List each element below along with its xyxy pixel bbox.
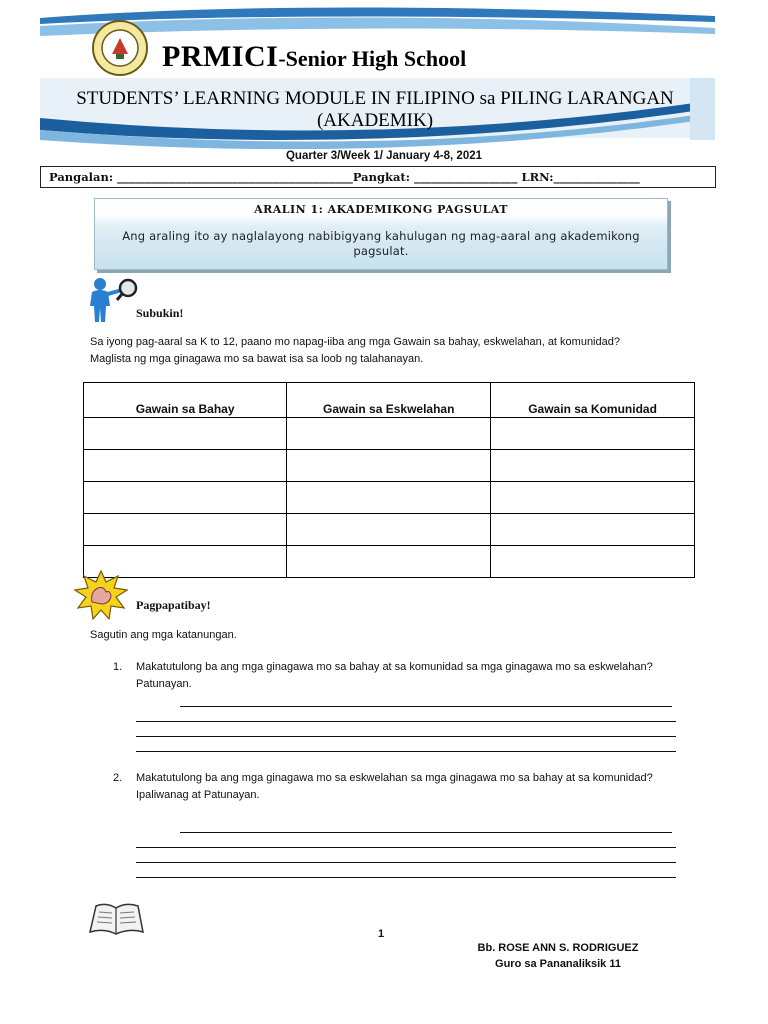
table-cell[interactable] [491, 418, 695, 450]
school-name: PRMICI [162, 40, 279, 73]
table-cell[interactable] [287, 482, 491, 514]
table-cell[interactable] [491, 450, 695, 482]
lesson-banner [94, 198, 668, 270]
header-gawain-eskwelahan: Gawain sa Eskwelahan [287, 383, 491, 418]
table-cell[interactable] [491, 482, 695, 514]
pagpapatibay-heading: Pagpapatibay! [136, 598, 211, 612]
answer-line[interactable] [180, 706, 672, 707]
student-info-box: Pangalan: _________________________________________Pangkat: __________________ LRN:_______________ [40, 166, 716, 188]
answer-line[interactable] [136, 847, 676, 848]
activity-table [83, 382, 695, 578]
school-suffix: -Senior High School [278, 46, 467, 71]
lesson-description: Ang araling ito ay naglalayong nabibigyang kahulugan ng mag-aaral ang akademikong pagsulat. [122, 229, 640, 258]
table-cell[interactable] [491, 514, 695, 546]
answer-line[interactable] [136, 862, 676, 863]
table-row [84, 450, 695, 482]
table-row [84, 482, 695, 514]
answer-line[interactable] [136, 721, 676, 722]
table-cell[interactable] [287, 546, 491, 578]
table-cell[interactable] [84, 418, 287, 450]
table-cell[interactable] [84, 514, 287, 546]
question-1-number: 1. [113, 661, 123, 673]
quarter-date-line: Quarter 3/Week 1/ January 4-8, 2021 [285, 150, 483, 162]
table-header-row [84, 383, 695, 418]
header-gawain-komunidad: Gawain sa Komunidad [491, 383, 695, 418]
open-book-icon [86, 900, 146, 940]
teacher-role: Guro sa Pananaliksik 11 [495, 958, 621, 970]
table-row [84, 418, 695, 450]
question-2-text: Makatutulong ba ang mga ginagawa mo sa eskwelahan sa mga ginagawa mo sa bahay at sa komunidad? Ipaliwanag at Patunayan. [136, 772, 653, 801]
lesson-title: ARALIN 1: AKADEMIKONG PAGSULAT [254, 203, 508, 216]
table-cell[interactable] [287, 514, 491, 546]
page-number: 1 [378, 928, 385, 940]
question-2-number: 2. [113, 772, 123, 784]
pagpapatibay-instruction: Sagutin ang mga katanungan. [90, 629, 237, 641]
table-cell[interactable] [287, 450, 491, 482]
teacher-name: Bb. ROSE ANN S. RODRIGUEZ [477, 942, 639, 954]
module-title: STUDENTS’ LEARNING MODULE IN FILIPINO sa PILING LARANGAN (AKADEMIK) [76, 88, 674, 131]
answer-line[interactable] [180, 832, 672, 833]
table-cell[interactable] [84, 450, 287, 482]
answer-line[interactable] [136, 751, 676, 752]
answer-line[interactable] [136, 736, 676, 737]
table-cell[interactable] [287, 418, 491, 450]
school-title [162, 40, 466, 74]
table-cell[interactable] [491, 546, 695, 578]
answer-line[interactable] [136, 877, 676, 878]
magnifier-person-icon [82, 276, 142, 324]
school-seal-logo [92, 20, 148, 76]
table-row [84, 546, 695, 578]
subukin-heading: Subukin! [136, 306, 184, 320]
subukin-instructions: Sa iyong pag-aaral sa K to 12, paano mo napag-iiba ang mga Gawain sa bahay, eskwelahan, at komunidad? Maglista ng mga ginagawa mo sa bawat isa sa loob ng talahanayan. [90, 336, 620, 365]
table-cell[interactable] [84, 482, 287, 514]
question-1-text: Makatutulong ba ang mga ginagawa mo sa bahay at sa komunidad sa mga ginagawa mo sa eskwelahan? Patunayan. [136, 661, 653, 690]
table-row [84, 514, 695, 546]
header-gawain-bahay: Gawain sa Bahay [84, 383, 287, 418]
strong-arm-burst-icon [74, 570, 128, 620]
